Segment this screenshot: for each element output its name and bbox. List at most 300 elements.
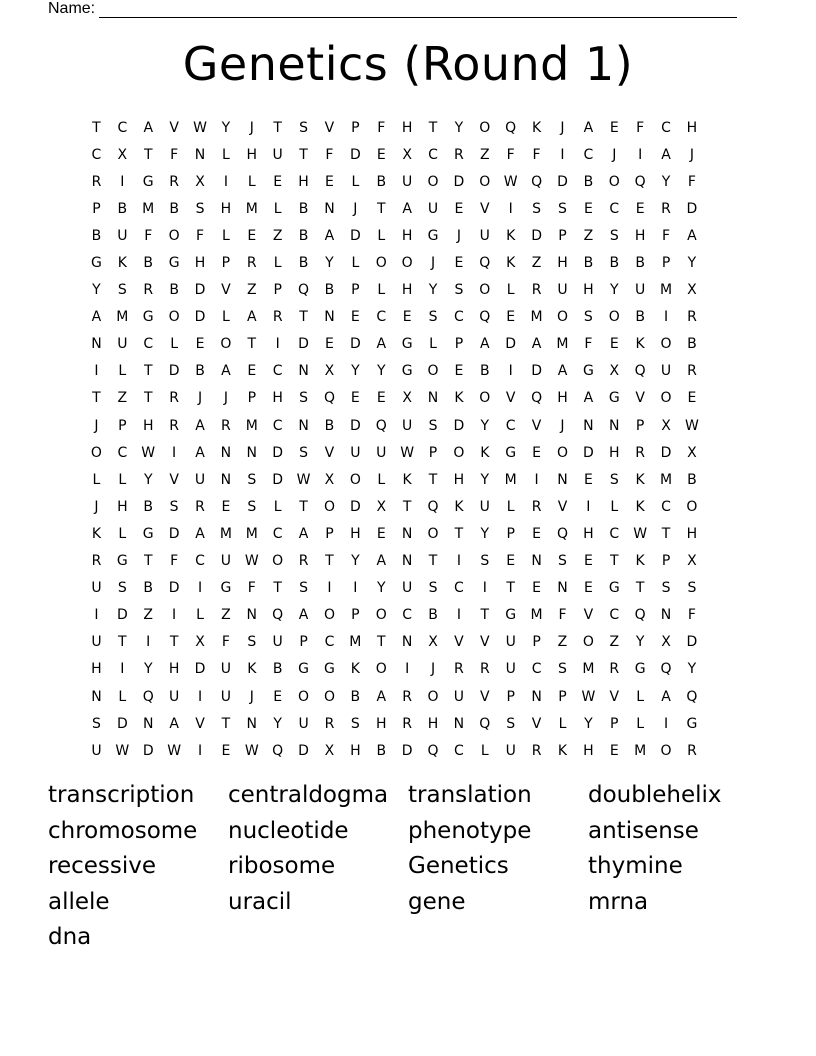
grid-letter: K — [480, 444, 491, 461]
grid-letter: D — [168, 363, 181, 380]
grid-letter: H — [350, 525, 362, 542]
grid-letter: L — [273, 255, 283, 272]
grid-letter: Y — [480, 417, 491, 434]
grid-letter: H — [583, 742, 595, 759]
grid-letter: K — [506, 255, 517, 272]
grid-letter: Y — [376, 363, 387, 380]
grid-letter: A — [480, 336, 491, 353]
grid-letter: F — [170, 146, 180, 163]
word-list-item: phenotype — [408, 817, 532, 844]
grid-letter: B — [583, 173, 595, 190]
grid-letter: R — [91, 553, 103, 570]
grid-letter: A — [247, 309, 258, 326]
grid-letter: T — [92, 390, 102, 407]
grid-letter: T — [247, 336, 258, 353]
grid-letter: A — [687, 227, 698, 244]
grid-letter: R — [169, 173, 180, 190]
grid-letter: A — [324, 227, 336, 244]
grid-letter: M — [659, 471, 674, 488]
grid-letter: U — [557, 282, 569, 299]
grid-letter: C — [609, 607, 621, 624]
grid-letter: K — [557, 742, 569, 759]
grid-row — [84, 277, 705, 304]
grid-letter: Q — [505, 119, 518, 136]
grid-letter: G — [142, 309, 155, 326]
grid-letter: Q — [427, 498, 440, 515]
grid-letter: Y — [454, 119, 465, 136]
grid-letter: A — [661, 146, 672, 163]
grid-letter: O — [660, 742, 673, 759]
grid-letter: U — [505, 634, 517, 651]
grid-letter: X — [687, 444, 698, 461]
grid-letter: O — [375, 255, 388, 272]
grid-letter: G — [505, 444, 518, 461]
grid-row — [84, 141, 705, 168]
grid-letter: F — [636, 119, 646, 136]
grid-letter: F — [506, 146, 516, 163]
grid-letter: I — [94, 363, 100, 380]
grid-letter: L — [377, 227, 387, 244]
grid-letter: G — [220, 580, 233, 597]
grid-letter: B — [583, 255, 595, 272]
grid-letter: R — [143, 282, 155, 299]
grid-letter: O — [220, 336, 233, 353]
grid-letter: J — [689, 146, 695, 163]
grid-letter: N — [609, 417, 621, 434]
grid-letter: E — [532, 580, 543, 597]
grid-letter: U — [453, 688, 466, 705]
grid-letter: U — [298, 715, 310, 732]
grid-letter: H — [686, 525, 699, 542]
grid-letter: G — [427, 227, 440, 244]
grid-letter: S — [609, 471, 620, 488]
grid-letter: S — [558, 553, 568, 570]
grid-letter: S — [506, 715, 517, 732]
grid-letter: G — [401, 363, 414, 380]
grid-letter: U — [402, 580, 414, 597]
grid-letter: A — [195, 444, 206, 461]
grid-letter: P — [351, 607, 361, 624]
grid-row — [84, 602, 705, 629]
grid-letter: R — [272, 309, 284, 326]
grid-letter: A — [531, 336, 543, 353]
grid-letter: T — [118, 634, 128, 651]
grid-letter: E — [325, 173, 335, 190]
grid-letter: G — [142, 525, 155, 542]
grid-letter: X — [661, 634, 672, 651]
grid-letter: R — [169, 390, 180, 407]
grid-letter: M — [245, 525, 259, 542]
grid-letter: D — [349, 227, 362, 244]
grid-letter: E — [376, 146, 387, 163]
grid-letter: O — [323, 498, 336, 515]
grid-letter: G — [298, 661, 310, 678]
grid-letter: O — [479, 390, 492, 407]
grid-letter: P — [428, 444, 439, 461]
grid-letter: I — [146, 634, 152, 651]
grid-row — [84, 304, 705, 331]
grid-letter: E — [454, 255, 465, 272]
grid-letter: Q — [634, 173, 647, 190]
grid-letter: B — [609, 255, 621, 272]
grid-letter: L — [118, 471, 128, 488]
grid-letter: J — [560, 119, 566, 136]
grid-letter: O — [427, 688, 440, 705]
grid-letter: D — [116, 607, 129, 624]
grid-letter: X — [428, 634, 439, 651]
grid-letter: M — [245, 200, 259, 217]
grid-letter: C — [583, 146, 595, 163]
grid-letter: U — [402, 173, 414, 190]
grid-letter: B — [143, 255, 155, 272]
grid-letter: S — [480, 553, 491, 570]
grid-row — [84, 331, 705, 358]
grid-letter: P — [661, 255, 672, 272]
grid-row — [84, 575, 705, 602]
name-field — [48, 0, 737, 18]
grid-letter: E — [583, 471, 594, 488]
grid-letter: O — [168, 309, 181, 326]
grid-letter: X — [687, 553, 698, 570]
grid-letter: N — [246, 715, 259, 732]
grid-letter: Z — [246, 282, 258, 299]
grid-letter: F — [687, 607, 697, 624]
grid-letter: S — [299, 119, 310, 136]
grid-letter: O — [453, 444, 466, 461]
grid-row — [84, 222, 705, 249]
grid-letter: O — [479, 119, 492, 136]
grid-letter: O — [582, 634, 595, 651]
grid-letter: F — [195, 227, 206, 244]
grid-letter: P — [532, 634, 542, 651]
grid-letter: A — [298, 607, 310, 624]
grid-letter: N — [660, 607, 673, 624]
grid-letter: U — [220, 553, 233, 570]
grid-letter: D — [686, 634, 699, 651]
grid-letter: T — [428, 119, 439, 136]
grid-letter: M — [245, 417, 259, 434]
grid-letter: Y — [661, 173, 672, 190]
grid-letter: N — [557, 471, 569, 488]
grid-letter: C — [428, 146, 439, 163]
grid-letter: W — [633, 525, 649, 542]
grid-letter: A — [583, 119, 595, 136]
grid-letter: T — [143, 553, 154, 570]
grid-letter: E — [583, 553, 594, 570]
grid-letter: S — [92, 715, 102, 732]
grid-letter: S — [117, 282, 128, 299]
grid-letter: V — [169, 119, 180, 136]
grid-letter: R — [687, 309, 698, 326]
grid-letter: Q — [272, 742, 285, 759]
grid-letter: J — [223, 390, 229, 407]
grid-letter: O — [556, 309, 569, 326]
grid-letter: T — [506, 580, 516, 597]
grid-letter: F — [170, 553, 180, 570]
grid-letter: C — [91, 146, 103, 163]
grid-letter: D — [194, 282, 207, 299]
grid-letter: R — [531, 282, 543, 299]
grid-letter: C — [272, 363, 284, 380]
grid-letter: R — [635, 444, 647, 461]
grid-letter: R — [298, 553, 310, 570]
grid-letter: Z — [117, 390, 129, 407]
grid-letter: H — [298, 173, 310, 190]
grid-letter: R — [479, 661, 491, 678]
word-list-item: Genetics — [408, 853, 509, 879]
grid-letter: J — [353, 200, 359, 217]
grid-letter: Y — [351, 553, 361, 570]
grid-letter: Q — [479, 715, 492, 732]
grid-letter: N — [427, 390, 440, 407]
grid-letter: R — [609, 661, 621, 678]
grid-letter: S — [687, 580, 698, 597]
grid-letter: Y — [143, 661, 154, 678]
grid-letter: L — [506, 498, 516, 515]
grid-row — [84, 114, 705, 141]
grid-letter: U — [505, 742, 517, 759]
grid-letter: D — [142, 742, 155, 759]
grid-letter: M — [219, 525, 233, 542]
grid-letter: M — [142, 200, 156, 217]
grid-letter: N — [557, 580, 569, 597]
grid-letter: V — [531, 417, 543, 434]
grid-letter: E — [221, 498, 232, 515]
grid-letter: F — [532, 146, 542, 163]
grid-letter: J — [456, 227, 462, 244]
grid-letter: E — [635, 200, 646, 217]
grid-letter: W — [503, 173, 519, 190]
grid-letter: T — [661, 525, 672, 542]
grid-letter: K — [454, 498, 465, 515]
grid-letter: G — [168, 255, 181, 272]
grid-letter: E — [247, 363, 258, 380]
grid-letter: Q — [531, 173, 544, 190]
grid-letter: Y — [480, 525, 491, 542]
grid-letter: J — [249, 688, 255, 705]
grid-letter: G — [401, 336, 414, 353]
grid-letter: P — [506, 688, 516, 705]
grid-letter: B — [687, 336, 698, 353]
grid-letter: T — [428, 553, 439, 570]
grid-letter: L — [118, 525, 128, 542]
grid-row — [84, 629, 705, 656]
grid-letter: D — [168, 580, 181, 597]
grid-letter: Z — [272, 227, 284, 244]
grid-letter: K — [635, 553, 646, 570]
grid-row — [84, 548, 705, 575]
grid-letter: N — [401, 553, 414, 570]
grid-letter: M — [504, 471, 518, 488]
grid-letter: O — [686, 498, 699, 515]
grid-letter: T — [299, 146, 309, 163]
grid-letter: I — [508, 363, 514, 380]
grid-letter: W — [244, 742, 260, 759]
grid-letter: T — [221, 715, 232, 732]
grid-letter: Z — [480, 146, 491, 163]
grid-letter: U — [91, 742, 103, 759]
grid-letter: U — [117, 227, 129, 244]
grid-letter: H — [194, 255, 207, 272]
grid-letter: L — [118, 363, 128, 380]
grid-letter: B — [298, 200, 310, 217]
grid-letter: V — [195, 715, 206, 732]
grid-letter: J — [612, 146, 618, 163]
grid-letter: F — [558, 607, 568, 624]
word-list-item: chromosome — [48, 817, 198, 844]
grid-letter: Z — [609, 634, 621, 651]
grid-letter: I — [197, 742, 204, 759]
grid-letter: F — [144, 227, 154, 244]
grid-letter: D — [272, 471, 285, 488]
grid-letter: P — [558, 688, 568, 705]
grid-letter: G — [505, 607, 518, 624]
grid-letter: I — [638, 146, 644, 163]
grid-letter: B — [324, 282, 336, 299]
grid-letter: T — [454, 525, 465, 542]
grid-letter: O — [323, 607, 336, 624]
grid-letter: J — [94, 417, 100, 434]
grid-letter: V — [505, 390, 517, 407]
grid-letter: N — [531, 688, 543, 705]
grid-letter: Z — [143, 607, 155, 624]
word-list — [48, 781, 768, 951]
grid-letter: M — [530, 309, 544, 326]
grid-letter: Y — [376, 580, 387, 597]
grid-letter: B — [428, 607, 439, 624]
grid-letter: A — [376, 336, 388, 353]
grid-letter: Q — [323, 390, 336, 407]
grid-letter: W — [685, 417, 700, 434]
grid-letter: X — [661, 417, 672, 434]
grid-letter: F — [377, 119, 387, 136]
grid-letter: E — [350, 390, 361, 407]
grid-letter: M — [659, 282, 674, 299]
grid-letter: P — [351, 119, 361, 136]
grid-letter: E — [506, 309, 517, 326]
grid-letter: K — [247, 661, 258, 678]
grid-letter: D — [660, 444, 673, 461]
grid-letter: G — [91, 255, 103, 272]
grid-letter: A — [143, 119, 155, 136]
grid-letter: L — [636, 688, 646, 705]
grid-letter: D — [349, 498, 362, 515]
grid-letter: A — [376, 688, 388, 705]
grid-letter: T — [143, 146, 154, 163]
grid-letter: Q — [427, 742, 440, 759]
grid-letter: B — [117, 200, 129, 217]
grid-letter: G — [116, 553, 129, 570]
grid-letter: H — [91, 661, 103, 678]
grid-letter: C — [195, 553, 206, 570]
grid-letter: N — [194, 146, 207, 163]
grid-letter: A — [195, 525, 206, 542]
grid-letter: H — [401, 227, 414, 244]
grid-letter: S — [532, 200, 543, 217]
grid-letter: E — [583, 200, 594, 217]
grid-letter: H — [246, 146, 259, 163]
page-title: Genetics (Round 1) — [182, 37, 634, 91]
grid-letter: I — [197, 580, 204, 597]
grid-letter: V — [480, 634, 491, 651]
grid-letter: K — [635, 336, 646, 353]
grid-letter: B — [298, 227, 310, 244]
grid-letter: C — [402, 607, 414, 624]
grid-letter: G — [634, 661, 647, 678]
grid-letter: N — [220, 471, 233, 488]
grid-letter: F — [221, 634, 231, 651]
grid-letter: S — [428, 417, 439, 434]
grid-letter: W — [581, 688, 597, 705]
grid-letter: H — [117, 498, 129, 515]
word-list-item: uracil — [228, 888, 292, 915]
grid-letter: L — [636, 715, 646, 732]
grid-letter: O — [556, 444, 569, 461]
grid-letter: U — [479, 498, 491, 515]
grid-row — [84, 737, 705, 764]
grid-letter: R — [687, 363, 698, 380]
grid-letter: R — [246, 255, 258, 272]
grid-letter: B — [169, 282, 180, 299]
grid-letter: Z — [557, 634, 569, 651]
grid-letter: I — [120, 661, 126, 678]
name-underline — [99, 2, 737, 18]
grid-letter: C — [117, 444, 129, 461]
grid-letter: X — [117, 146, 129, 163]
grid-letter: O — [375, 661, 388, 678]
grid-letter: N — [298, 417, 310, 434]
grid-letter: H — [142, 417, 155, 434]
grid-letter: K — [117, 255, 128, 272]
grid-letter: O — [375, 607, 388, 624]
grid-letter: O — [90, 444, 103, 461]
grid-letter: Y — [273, 715, 283, 732]
grid-letter: B — [480, 363, 491, 380]
grid-letter: W — [400, 444, 416, 461]
grid-letter: Z — [583, 227, 595, 244]
grid-letter: N — [324, 309, 336, 326]
grid-letter: R — [324, 715, 336, 732]
grid-letter: U — [350, 444, 362, 461]
grid-letter: C — [272, 417, 284, 434]
grid-letter: V — [635, 390, 646, 407]
grid-letter: Q — [686, 688, 699, 705]
grid-letter: D — [298, 742, 310, 759]
grid-letter: N — [246, 607, 259, 624]
grid-letter: L — [610, 498, 620, 515]
grid-letter: R — [454, 661, 465, 678]
grid-letter: A — [298, 525, 310, 542]
grid-letter: E — [376, 525, 387, 542]
grid-letter: D — [194, 661, 207, 678]
grid-letter: V — [454, 634, 465, 651]
grid-letter: U — [194, 471, 207, 488]
grid-letter: L — [273, 498, 283, 515]
grid-letter: C — [454, 580, 465, 597]
grid-letter: G — [608, 390, 621, 407]
grid-letter: D — [557, 173, 569, 190]
grid-letter: Q — [142, 688, 155, 705]
grid-letter: H — [168, 661, 181, 678]
grid-letter: A — [169, 715, 180, 732]
grid-row — [84, 412, 705, 439]
grid-letter: N — [142, 715, 155, 732]
grid-letter: P — [635, 417, 646, 434]
grid-letter: Y — [351, 363, 361, 380]
grid-letter: I — [405, 661, 411, 678]
grid-letter: A — [195, 417, 206, 434]
grid-letter: O — [298, 688, 311, 705]
